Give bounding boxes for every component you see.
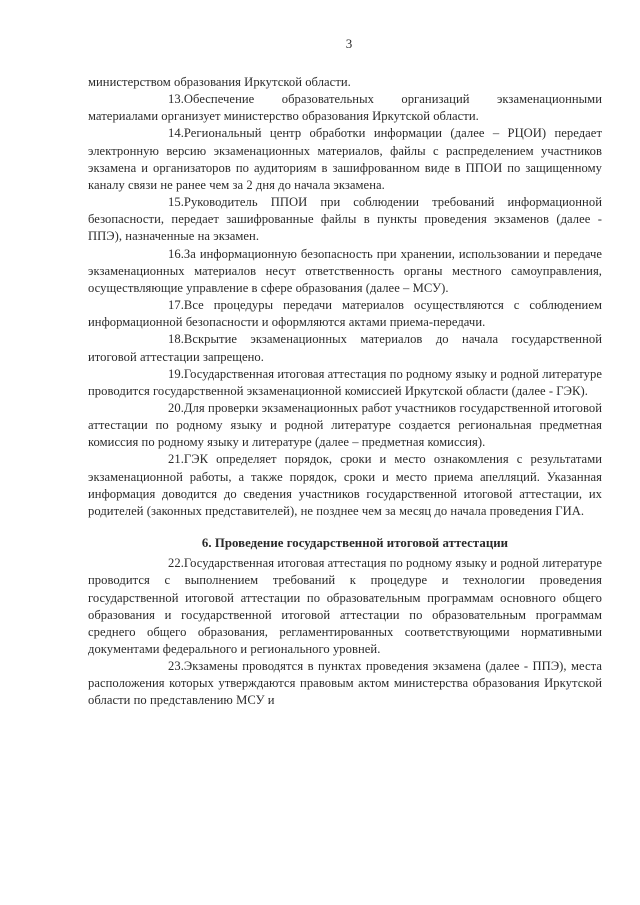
paragraph-number: 19.: [168, 366, 184, 381]
paragraph-17: [88, 297, 602, 331]
paragraph-13: [88, 91, 602, 125]
paragraph-19: [88, 366, 602, 400]
paragraph-number: 22.: [168, 556, 184, 571]
paragraph-16: [88, 246, 602, 297]
paragraph-text: Региональный центр обработки информации (далее – РЦОИ) передает электронную версию экзаменационных материалов, файлы с распределением участников экзамена и организаторов по аудиториям в зашифрованном виде в ППОИ по защищенному каналу связи не ранее чем за 2 дня до начала экзамена.: [88, 126, 602, 192]
paragraph-text: За информационную безопасность при хранении, использовании и передаче экзаменационных материалов несут ответственность органы местного самоуправления, осуществляющие управление в сфере образования (далее – МСУ).: [88, 246, 602, 295]
paragraph-23: [88, 658, 602, 709]
paragraph-15: [88, 194, 602, 245]
paragraph-text: Вскрытие экзаменационных материалов до начала государственной итоговой аттестации запрещено.: [88, 332, 602, 364]
continuation-text: министерством образования Иркутской области.: [88, 75, 351, 89]
paragraph-number: 14.: [168, 126, 184, 141]
section-heading: 6. Проведение государственной итоговой аттестации: [201, 536, 509, 551]
paragraph-text: Экзамены проводятся в пунктах проведения экзамена (далее - ППЭ), места расположения которых утверждаются правовым актом министерства образования Иркутской области по представлению МСУ и: [88, 659, 602, 708]
paragraph-22: [88, 555, 602, 658]
paragraph-20: [88, 400, 602, 451]
paragraph-list-before: [88, 91, 602, 520]
paragraph-14: [88, 125, 602, 194]
paragraph-number: 20.: [168, 400, 184, 415]
paragraph-number: 23.: [168, 659, 184, 674]
paragraph-number: 15.: [168, 195, 184, 210]
paragraph-list-after: [88, 555, 602, 709]
paragraph-text: ГЭК определяет порядок, сроки и место ознакомления с результатами экзаменационной работы, а также порядок, сроки и место приема апелляций. Указанная информация доводится до сведения участников государственной итоговой аттестации, их родителей (законных представителей), не позднее чем за месяц до начала проведения ГИА.: [88, 452, 602, 518]
paragraph-number: 21.: [168, 452, 184, 467]
paragraph-text: Руководитель ППОИ при соблюдении требований информационной безопасности, передает зашифрованные файлы в пункты проведения экзаменов (далее - ППЭ), назначенные на экзамен.: [88, 195, 602, 244]
paragraph-text: Обеспечение образовательных организаций экзаменационными материалами организует министерство образования Иркутской области.: [88, 92, 602, 124]
paragraph-number: 16.: [168, 246, 184, 261]
paragraph-number: 13.: [168, 92, 184, 107]
paragraph-text: Государственная итоговая аттестация по родному языку и родной литературе проводится с выполнением требований к процедуре и технологии проведения государственной итоговой аттестации по образовательным программам основного общего образования и государственной итоговой аттестации по образовательным программам среднего общего образования, регламентированных соответствующими нормативными документами федерального и регионального уровней.: [88, 556, 602, 656]
paragraph-text: Все процедуры передачи материалов осуществляются с соблюдением информационной безопасности и оформляются актами приема-передачи.: [88, 298, 602, 330]
paragraph-18: [88, 331, 602, 365]
paragraph-number: 17.: [168, 298, 184, 313]
page-number: 3: [345, 36, 353, 51]
document-body: [88, 74, 602, 710]
paragraph-text: Для проверки экзаменационных работ участников государственной итоговой аттестации по родному языку и родной литературе создается региональная предметная комиссия по родному языку и литературе (далее – предметная комиссия).: [88, 400, 602, 450]
paragraph-number: 18.: [168, 332, 184, 347]
paragraph-21: [88, 451, 602, 520]
paragraph-text: Государственная итоговая аттестация по родному языку и родной литературе проводится государственной экзаменационной комиссией Иркутской области (далее - ГЭК).: [88, 366, 602, 398]
